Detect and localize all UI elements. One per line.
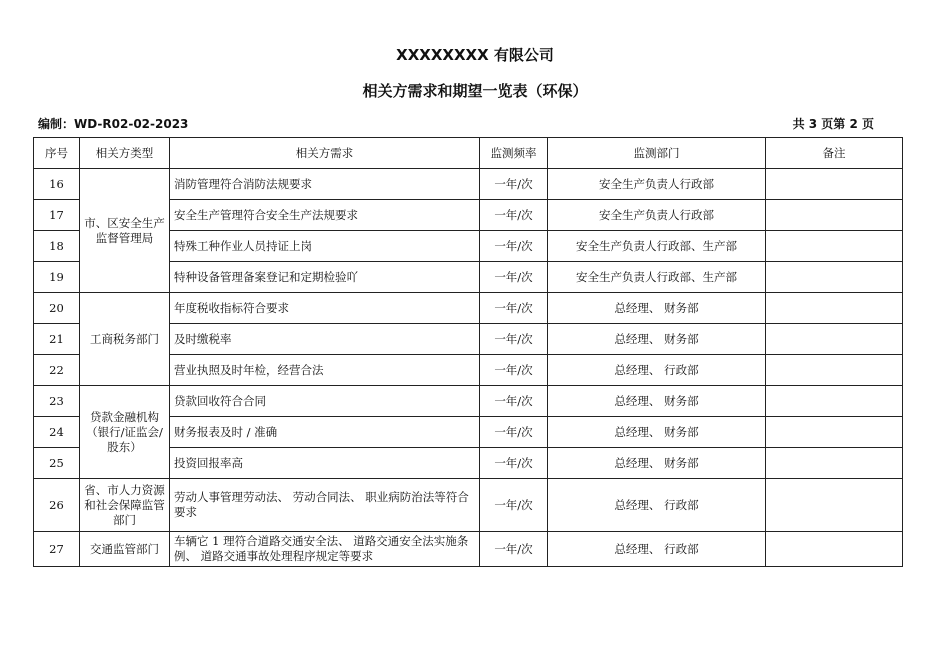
row-no: 20	[34, 293, 80, 324]
party-type-cell: 省、市人力资源和社会保障监管部门	[80, 479, 170, 532]
frequency-cell: 一年/次	[480, 448, 548, 479]
remarks-cell	[766, 532, 903, 567]
frequency-cell: 一年/次	[480, 231, 548, 262]
row-no: 21	[34, 324, 80, 355]
requirement-cell: 特种设备管理备案登记和定期检验吖	[170, 262, 480, 293]
row-no: 25	[34, 448, 80, 479]
table-row	[34, 386, 903, 417]
requirement-cell: 投资回报率高	[170, 448, 480, 479]
remarks-cell	[766, 417, 903, 448]
party-type-cell: 交通监管部门	[80, 532, 170, 567]
company-name: XXXXXXXX 有限公司	[396, 46, 554, 64]
department-cell: 总经理、 行政部	[548, 479, 766, 532]
remarks-cell	[766, 324, 903, 355]
frequency-cell: 一年/次	[480, 479, 548, 532]
table-row	[34, 169, 903, 200]
requirement-cell: 贷款回收符合合同	[170, 386, 480, 417]
remarks-cell	[766, 479, 903, 532]
col-header-type: 相关方类型	[80, 138, 170, 169]
requirement-cell: 及时缴税率	[170, 324, 480, 355]
row-no: 26	[34, 479, 80, 532]
department-cell: 总经理、 行政部	[548, 532, 766, 567]
requirement-cell: 年度税收指标符合要求	[170, 293, 480, 324]
document-title: 相关方需求和期望一览表（环保）	[362, 82, 588, 100]
frequency-cell: 一年/次	[480, 200, 548, 231]
department-cell: 安全生产负责人行政部	[548, 200, 766, 231]
remarks-cell	[766, 200, 903, 231]
col-header-department: 监测部门	[548, 138, 766, 169]
requirement-cell: 劳动人事管理劳动法、 劳动合同法、 职业病防治法等符合要求	[170, 479, 480, 532]
frequency-cell: 一年/次	[480, 417, 548, 448]
department-cell: 总经理、 行政部	[548, 355, 766, 386]
department-cell: 总经理、 财务部	[548, 417, 766, 448]
frequency-cell: 一年/次	[480, 355, 548, 386]
remarks-cell	[766, 293, 903, 324]
page-count: 共 3 页第 2 页	[792, 117, 874, 131]
department-cell: 总经理、 财务部	[548, 324, 766, 355]
requirement-cell: 安全生产管理符合安全生产法规要求	[170, 200, 480, 231]
table-row	[34, 479, 903, 532]
requirement-cell: 车辆它 1 理符合道路交通安全法、 道路交通安全法实施条例、 道路交通事故处理程序规定等要求	[170, 532, 480, 567]
remarks-cell	[766, 386, 903, 417]
frequency-cell: 一年/次	[480, 386, 548, 417]
requirement-cell: 特殊工种作业人员持证上岗	[170, 231, 480, 262]
row-no: 16	[34, 169, 80, 200]
department-cell: 安全生产负责人行政部、生产部	[548, 262, 766, 293]
party-type-cell: 工商税务部门	[80, 293, 170, 386]
frequency-cell: 一年/次	[480, 293, 548, 324]
row-no: 19	[34, 262, 80, 293]
col-header-requirement: 相关方需求	[170, 138, 480, 169]
department-cell: 安全生产负责人行政部	[548, 169, 766, 200]
document-code: 编制：WD-R02-02-2023	[38, 117, 189, 131]
table-row	[34, 532, 903, 567]
remarks-cell	[766, 448, 903, 479]
table-header-row	[34, 138, 903, 169]
row-no: 17	[34, 200, 80, 231]
row-no: 23	[34, 386, 80, 417]
party-type-cell: 市、区安全生产监督管理局	[80, 169, 170, 293]
row-no: 22	[34, 355, 80, 386]
col-header-frequency: 监测频率	[480, 138, 548, 169]
remarks-cell	[766, 355, 903, 386]
frequency-cell: 一年/次	[480, 262, 548, 293]
department-cell: 安全生产负责人行政部、生产部	[548, 231, 766, 262]
party-type-cell: 贷款金融机构（银行/证监会/股东）	[80, 386, 170, 479]
department-cell: 总经理、 财务部	[548, 448, 766, 479]
row-no: 18	[34, 231, 80, 262]
col-header-no: 序号	[34, 138, 80, 169]
department-cell: 总经理、 财务部	[548, 293, 766, 324]
frequency-cell: 一年/次	[480, 532, 548, 567]
row-no: 27	[34, 532, 80, 567]
requirements-table	[33, 137, 903, 567]
department-cell: 总经理、 财务部	[548, 386, 766, 417]
remarks-cell	[766, 169, 903, 200]
requirement-cell: 营业执照及时年检，经营合法	[170, 355, 480, 386]
frequency-cell: 一年/次	[480, 169, 548, 200]
row-no: 24	[34, 417, 80, 448]
remarks-cell	[766, 262, 903, 293]
remarks-cell	[766, 231, 903, 262]
col-header-remarks: 备注	[766, 138, 903, 169]
table-row	[34, 293, 903, 324]
frequency-cell: 一年/次	[480, 324, 548, 355]
requirement-cell: 财务报表及时 / 准确	[170, 417, 480, 448]
requirement-cell: 消防管理符合消防法规要求	[170, 169, 480, 200]
